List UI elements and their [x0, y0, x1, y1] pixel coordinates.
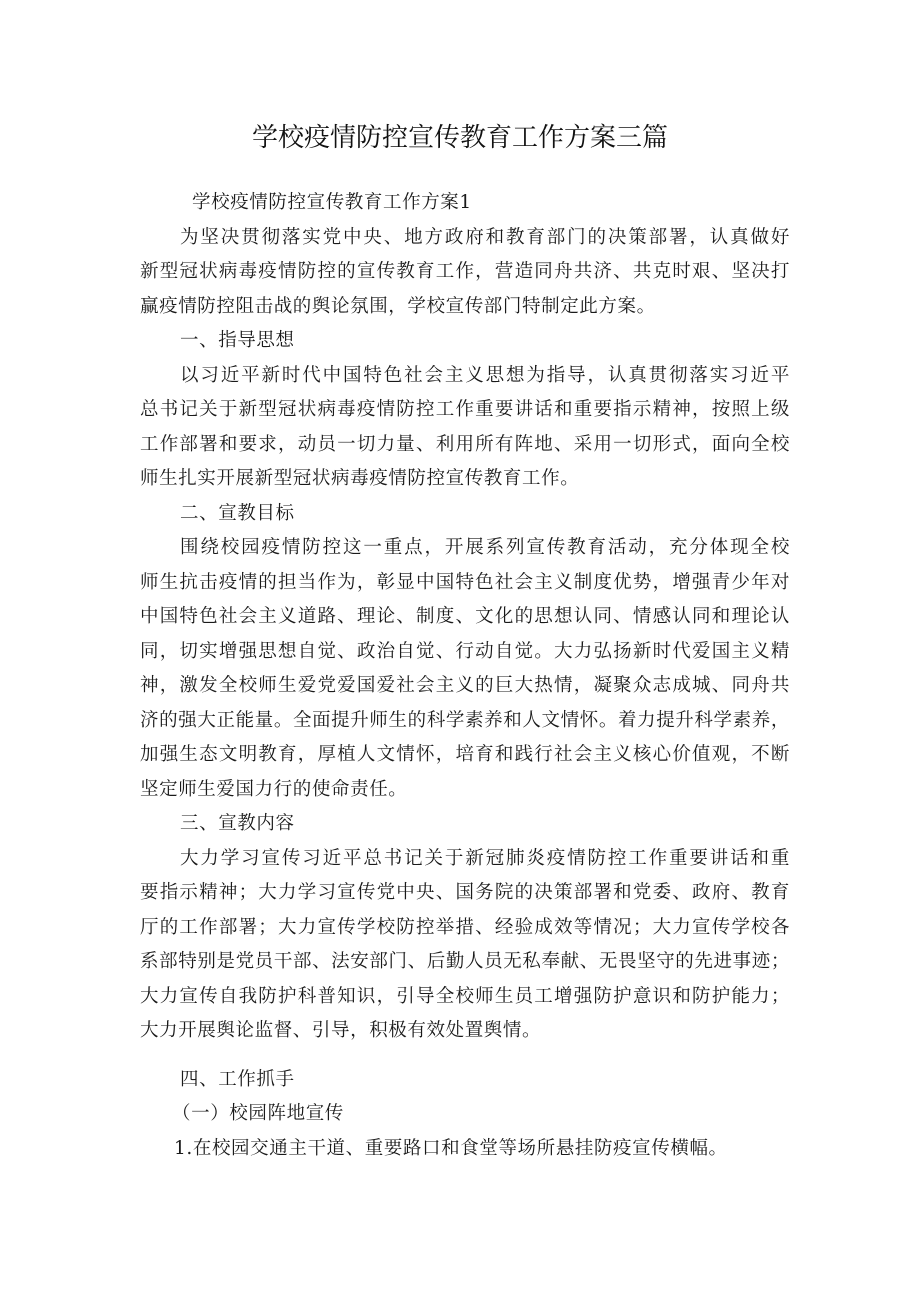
paragraph-line: 厅的工作部署；大力宣传学校防控举措、经验成效等情况；大力宣传学校各: [140, 916, 790, 938]
paragraph-line: 济的强大正能量。全面提升师生的科学素养和人文情怀。着力提升科学素养，: [140, 709, 790, 731]
paragraph-line: 总书记关于新型冠状病毒疫情防控工作重要讲话和重要指示精神，按照上级: [140, 399, 790, 420]
paragraph-line: 师生抗击疫情的担当作为，彰显中国特色社会主义制度优势，增强青少年对: [140, 571, 790, 593]
paragraph-line: 大力开展舆论监督、引导，积极有效处置舆情。: [140, 1020, 542, 1041]
paragraph-line: 大力宣传自我防护科普知识，引导全校师生员工增强防护意识和防护能力；: [140, 985, 790, 1007]
section-heading: 二、宣教目标: [180, 502, 295, 524]
paragraph-line: 大力学习宣传习近平总书记关于新冠肺炎疫情防控工作重要讲话和重: [180, 847, 790, 869]
intro-line: 赢疫情防控阻击战的舆论氛围，学校宣传部门特制定此方案。: [140, 295, 656, 317]
section-heading: 三、宣教内容: [180, 813, 295, 834]
sub-heading: （一）校园阵地宣传: [172, 1103, 344, 1124]
paragraph-line: 要指示精神；大力学习宣传党中央、国务院的决策部署和党委、政府、教育: [140, 882, 790, 903]
paragraph-line: 工作部署和要求，动员一切力量、利用所有阵地、采用一切形式，面向全校: [140, 433, 790, 455]
intro-line: 为坚决贯彻落实党中央、地方政府和教育部门的决策部署，认真做好: [180, 226, 790, 248]
paragraph-line: 以习近平新时代中国特色社会主义思想为指导，认真贯彻落实习近平: [180, 364, 790, 386]
paragraph-line: 围绕校园疫情防控这一重点，开展系列宣传教育活动，充分体现全校: [180, 537, 790, 558]
paragraph-line: 加强生态文明教育，厚植人文情怀，培育和践行社会主义核心价值观，不断: [140, 744, 790, 765]
subtitle: 学校疫情防控宣传教育工作方案1: [192, 192, 472, 213]
section-heading: 四、工作抓手: [180, 1068, 295, 1090]
paragraph-line: 神，激发全校师生爱党爱国爱社会主义的巨大热情，凝聚众志成城、同舟共: [140, 675, 790, 696]
paragraph-line: 同，切实增强思想自觉、政治自觉、行动自觉。大力弘扬新时代爱国主义精: [140, 640, 790, 662]
section-heading: 一、指导思想: [180, 330, 295, 351]
paragraph-line: 师生扎实开展新型冠状病毒疫情防控宣传教育工作。: [140, 468, 580, 489]
paragraph-line: 中国特色社会主义道路、理论、制度、文化的思想认同、情感认同和理论认: [140, 606, 790, 627]
document-body: [140, 186, 790, 1166]
paragraph-line: 坚定师生爱国力行的使命责任。: [140, 778, 408, 800]
paragraph-line: 系部特别是党员干部、法安部门、后勤人员无私奉献、无畏坚守的先进事迹；: [140, 951, 790, 972]
list-item: 1.在校园交通主干道、重要路口和食堂等场所悬挂防疫宣传横幅。: [174, 1137, 728, 1159]
spacer: [140, 1049, 790, 1063]
intro-line: 新型冠状病毒疫情防控的宣传教育工作，营造同舟共济、共克时艰、坚决打: [140, 261, 790, 282]
document-title: 学校疫情防控宣传教育工作方案三篇: [251, 123, 668, 153]
